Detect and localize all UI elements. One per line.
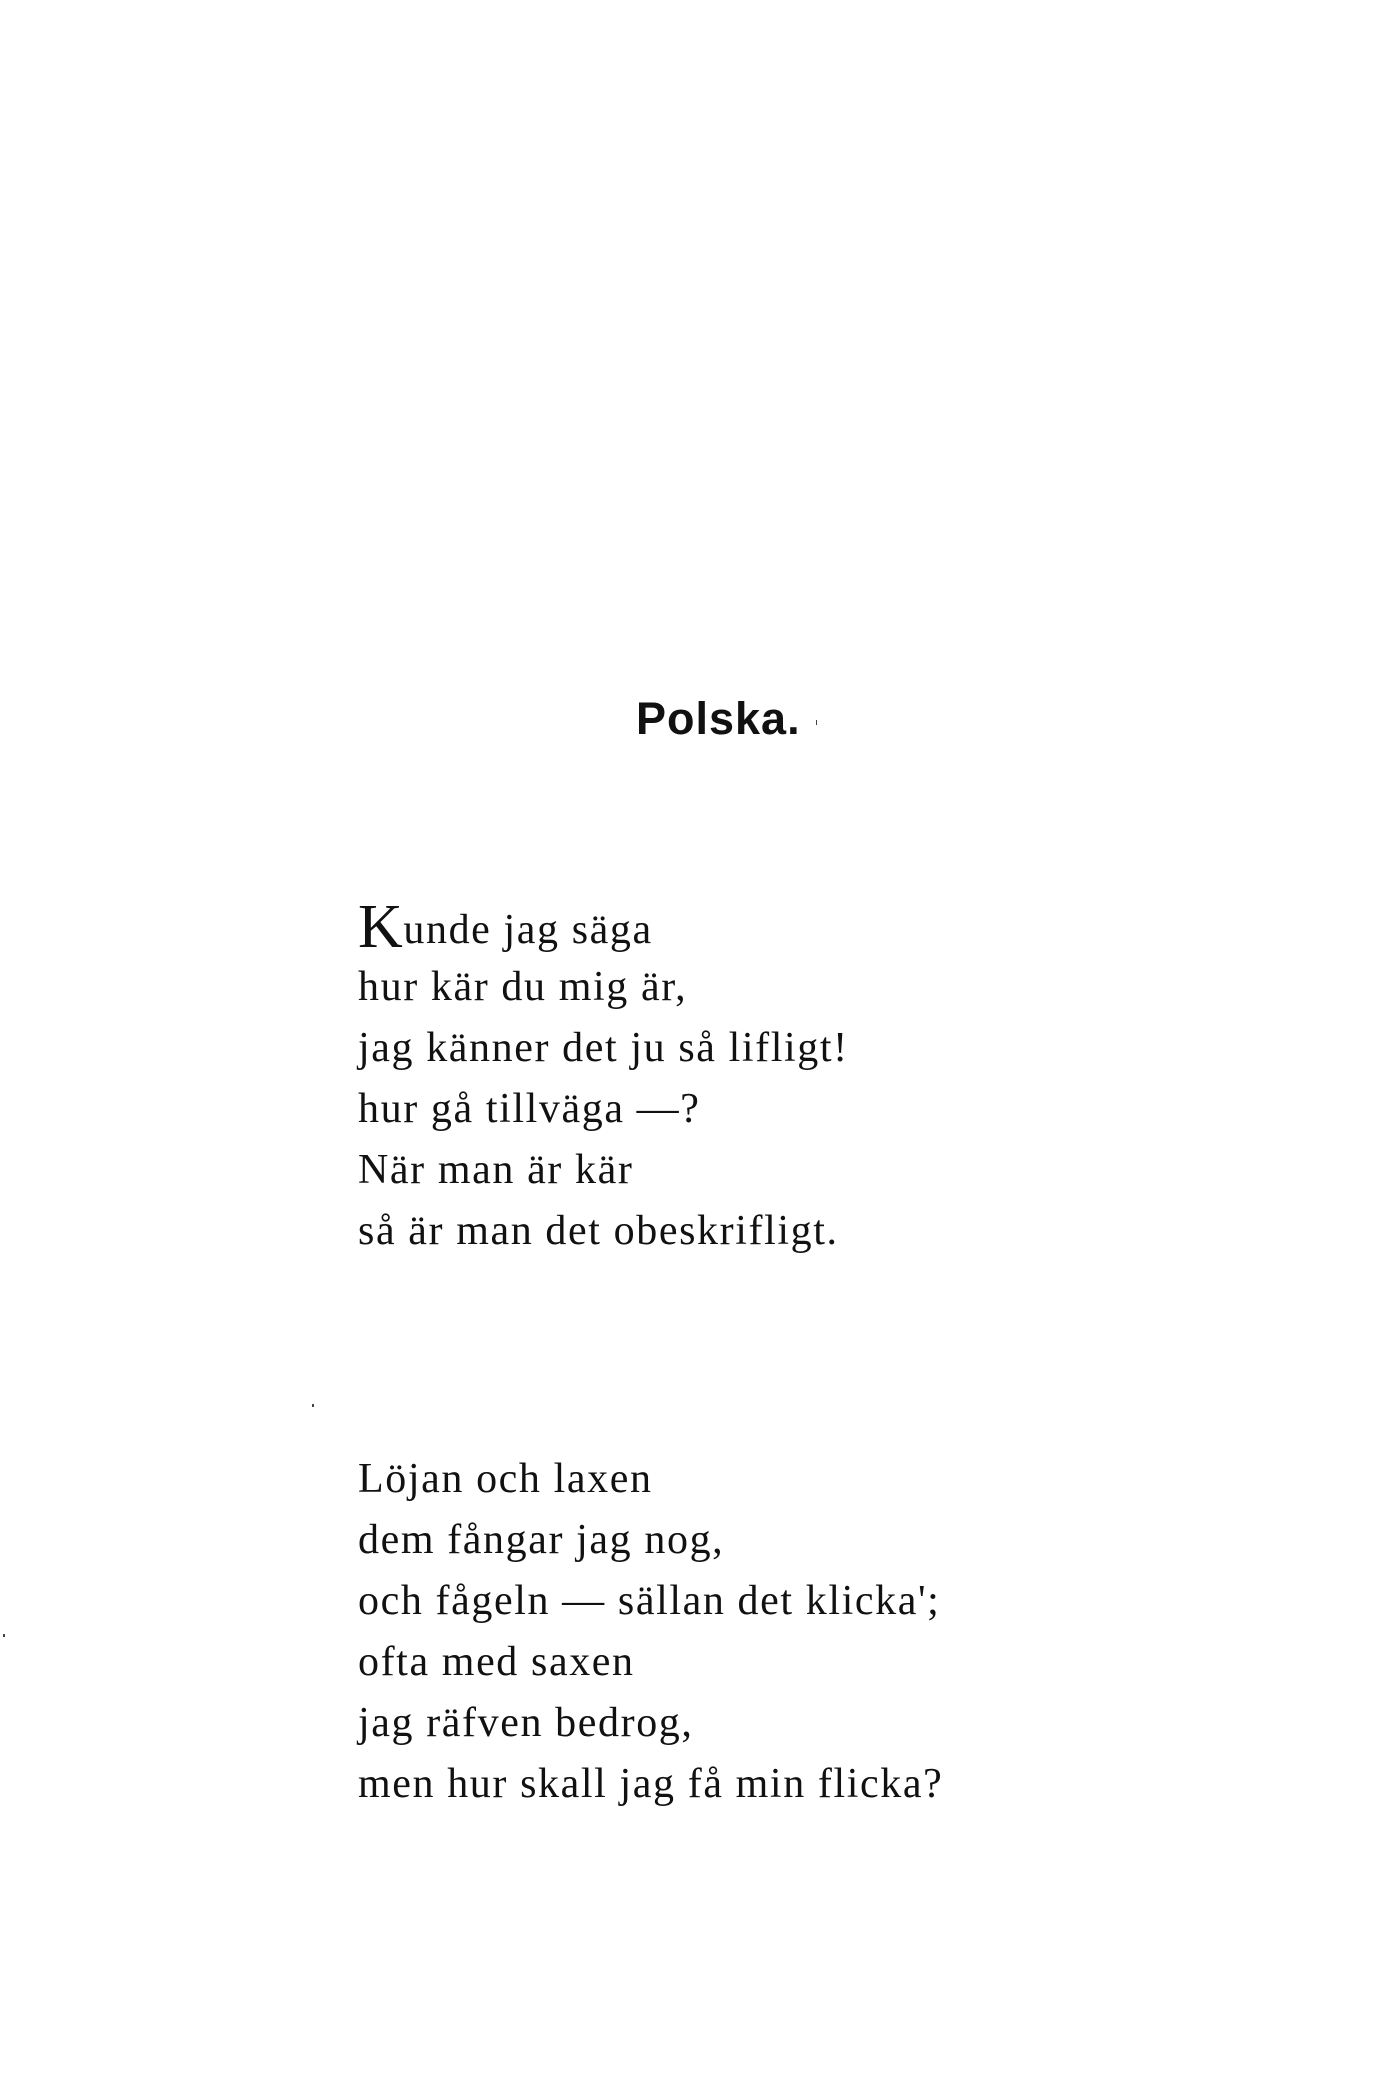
drop-cap: K xyxy=(358,893,405,961)
verse-line-text: unde jag säga xyxy=(403,907,653,953)
verse-line: så är man det obeskrifligt. xyxy=(358,1208,839,1254)
verse-line: jag känner det ju så lifligt! xyxy=(358,1025,849,1071)
scan-speck xyxy=(3,1634,5,1637)
stanza-1 xyxy=(358,893,849,1262)
verse-line: När man är kär xyxy=(358,1147,634,1193)
verse-line: jag räfven bedrog, xyxy=(358,1700,694,1746)
verse-line: dem fångar jag nog, xyxy=(358,1517,725,1563)
scan-speck xyxy=(312,1404,314,1407)
verse-line xyxy=(358,893,849,961)
stanza-2 xyxy=(358,1449,943,1815)
verse-line: och fågeln — sällan det klicka'; xyxy=(358,1578,941,1624)
verse-line: Löjan och laxen xyxy=(358,1456,653,1502)
scan-speck xyxy=(816,720,817,725)
verse-line: ofta med saxen xyxy=(358,1639,635,1685)
verse-line: men hur skall jag få min flicka? xyxy=(358,1761,944,1807)
verse-line: hur gå tillväga —? xyxy=(358,1086,701,1132)
verse-line: hur kär du mig är, xyxy=(358,964,688,1010)
poem-title: Polska. xyxy=(636,693,801,744)
